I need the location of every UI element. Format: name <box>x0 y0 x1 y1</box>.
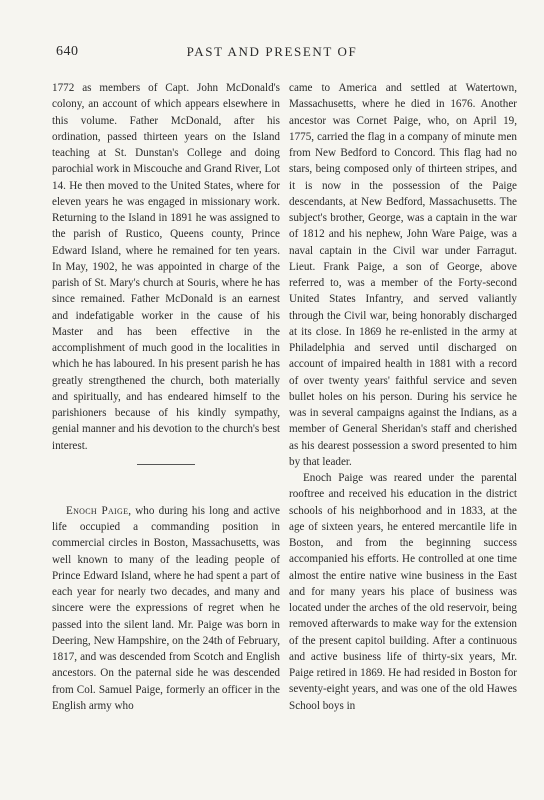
mcdonald-biography-paragraph: 1772 as members of Capt. John McDonald's colony, an account of which appears elsewhere in this volume. Father McDonald, after his ordination, passed thirteen years on the Island teaching at St. Dunstan's College and doing parochial work in Miscouche and Grand River, Lot 14. He then moved to the United States, where for eleven years he was engaged in missionary work. Returning to the Island in 1891 he was assigned to the parish of Rustico, Queens county, Prince Edward Island, where he remained for ten years. In May, 1902, he was appointed in charge of the parish of St. Mary's church at Souris, where he has since remained. Father McDonald is an earnest and indefatigable worker in the cause of his Master and has been effective in the accomplishment of much good in the localities in which he has laboured. In his present parish he has greatly strengthened the church, both materially and spiritually, and has endeared himself to the parishioners because of his kindly sympathy, genial manner and his devotion to the church's best interest. <box>52 82 280 452</box>
right-column <box>289 80 517 714</box>
paige-intro-paragraph <box>52 503 280 714</box>
running-head: PAST AND PRESENT OF <box>186 44 358 59</box>
page-number: 640 <box>56 44 79 59</box>
paige-intro-text: , who during his long and active life occupied a commanding position in commercial circles in Boston, Massachusetts, was well known to many of the leading people of Prince Edward Island, where he had spent a part of each year for nearly two decades, and many and sincere were the expressions of regret when he passed into the silent land. Mr. Paige was born in Deering, New Hampshire, on the 24th of February, 1817, and was descended from Scotch and English ancestors. On the paternal side he was descended from Col. Samuel Paige, formerly an officer in the English army who <box>52 504 280 712</box>
page-header <box>0 44 544 64</box>
paige-ancestry-paragraph: came to America and settled at Watertown, Massachusetts, where he died in 1676. Another ancestor was Cornet Paige, who, on April 19, 1775, carried the flag in a company of minute men from New Bedford to Concord. This flag had no stars, being composed only of thirteen stripes, and it is now in the possession of the Paige descendants, at New Bedford, Massachusetts. The subject's brother, George, was a captain in the war of 1812 and his nephew, John Ware Paige, was a naval captain in the Civil war under Farragut. Lieut. Frank Paige, a son of George, above referred to, was a member of the Forty-second United States Infantry, and served valiantly through the Civil war, being honorably discharged at its close. In 1869 he re-enlisted in the army at Philadelphia and served until discharged on account of impaired health in 1881 with a record of over twenty years' faithful service and seven bullet holes on his person. During his service he was in several campaigns against the Indians, as a member of General Sheridan's staff and cherished as his dearest possession a sword presented to him by that leader. <box>289 82 517 468</box>
subject-name: Enoch Paige <box>66 504 129 517</box>
left-column <box>52 80 280 714</box>
section-divider <box>137 464 195 465</box>
paige-career-paragraph: Enoch Paige was reared under the parental rooftree and received his education in the district schools of his neighborhood and in 1833, at the age of sixteen years, he entered mercantile life in Boston, and from the beginning success accompanied his efforts. He controlled at one time almost the entire native wine business in the East and for many years his place of business was located under the arches of the old reservoir, being removed afterwards to make way for the extension of the present capitol building. After a continuous and active business life of thirty-six years, Mr. Paige retired in 1869. He had resided in Boston for seventy-eight years, and was one of the old Hawes School boys in <box>289 472 517 712</box>
